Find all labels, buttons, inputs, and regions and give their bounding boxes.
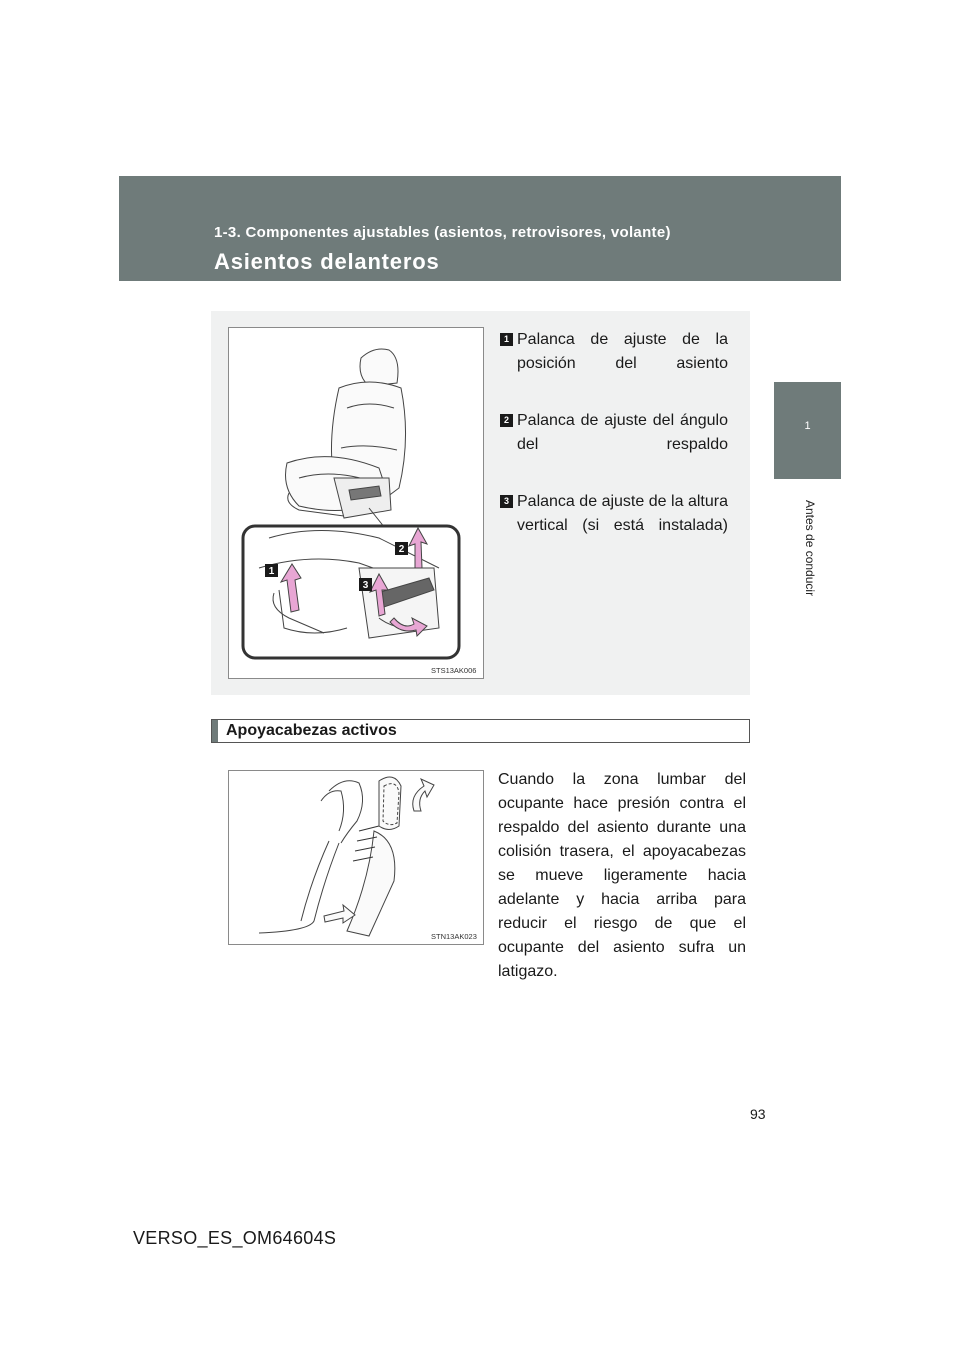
header-banner (119, 176, 841, 281)
headrest-drawing (229, 771, 483, 944)
figure-code: STN13AK023 (431, 932, 477, 941)
svg-text:1: 1 (268, 566, 275, 577)
subsection-heading (211, 719, 750, 743)
number-badge: 2 (500, 414, 513, 427)
seat-drawing (229, 328, 483, 678)
chapter-tab (774, 382, 841, 479)
number-badge: 1 (500, 333, 513, 346)
page-number: 93 (750, 1106, 766, 1122)
number-badge: 3 (500, 495, 513, 508)
chapter-label: Antes de conducir (803, 500, 817, 597)
legend-item (500, 409, 728, 481)
chapter-number: 1 (804, 420, 811, 432)
subsection-title: Apoyacabezas activos (226, 722, 397, 739)
heading-accent (212, 720, 218, 742)
legend-item (500, 328, 728, 400)
lumbar-arrow-icon (324, 905, 355, 923)
svg-text:3: 3 (362, 580, 369, 591)
legend-text: Palanca de ajuste de la posición del asiento (517, 331, 728, 372)
legend-text: Palanca de ajuste del ángulo del respaldo (517, 412, 728, 453)
legend-text: Palanca de ajuste de la altura vertical (si está instalada) (517, 493, 728, 534)
legend (500, 328, 728, 571)
body-paragraph: Cuando la zona lumbar del ocupante hace presión contra el respaldo del asiento durante una colisión trasera, el apoyacabezas se mueve ligeramente hacia adelante y hacia arriba para reducir el riesgo de que el ocupante del asiento sufra un latigazo. (498, 771, 746, 980)
headrest-illustration (228, 770, 484, 945)
document-code: VERSO_ES_OM64604S (133, 1228, 337, 1248)
seat-illustration (228, 327, 484, 679)
section-title: 1-3. Componentes ajustables (asientos, retrovisores, volante) (214, 224, 671, 241)
svg-text:2: 2 (398, 544, 405, 555)
headrest-arrow-icon (413, 779, 434, 811)
legend-item (500, 490, 728, 562)
figure-code: STS13AK006 (431, 666, 477, 675)
page-title: Asientos delanteros (214, 249, 440, 274)
